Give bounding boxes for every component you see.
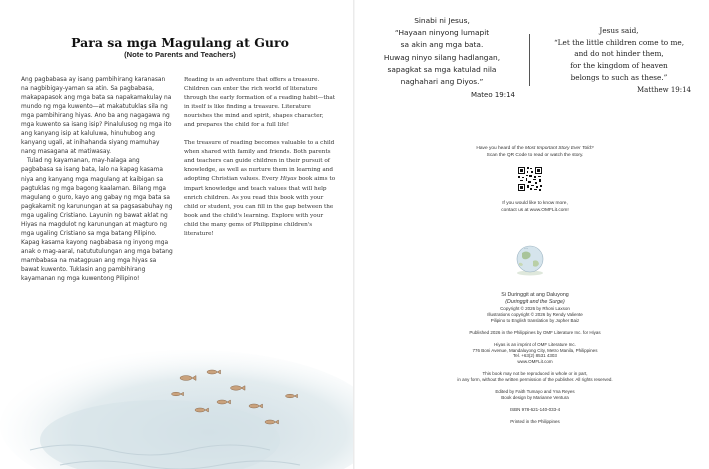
english-paragraph-1: Reading is an adventure that offers a treasure. Children can enter the rich world of literature through the early formation of a reading habit—that in itself is like finding a treasure. Literature nourishes the mind and spirit, shapes character, and prepares the child for a full life! xyxy=(184,77,336,129)
qr-intro-instruction: Scan the QR Code to read or watch the story. xyxy=(486,153,584,158)
water-fish-illustration xyxy=(0,330,353,469)
english-paragraph-2-end: book aims to impart knowledge and teach values that will help enrich children. As you read this book with your child or student, you can fill in the gap between the book and the child's learning. Explore with your child the many gems of Philippine children's literature! xyxy=(184,176,336,237)
globe-illustration-icon xyxy=(510,243,550,277)
book-title-english-text: (Duringgit and the Surge) xyxy=(505,299,565,305)
verse-tl-line: Huwag ninyo silang hadlangan, xyxy=(383,52,501,62)
left-page xyxy=(0,0,353,469)
verse-tl-line: “Hayaan ninyong lumapit xyxy=(394,28,490,38)
verse-divider xyxy=(529,34,530,86)
editors-line: Edited by Faith Tumayo and Yna Reyes xyxy=(495,389,575,395)
copyright-line: Illustrations copyright © 2026 by Rendy Valiente xyxy=(487,311,583,317)
book-title-tagalog: Si Duringgit at ang Daluyong xyxy=(501,292,569,298)
imprint-line: 776 Boni Avenue, Mandaluyong City, Metro Manila, Philippines xyxy=(472,347,598,353)
book-title-english xyxy=(415,299,655,306)
qr-intro-story-title: Most Important Story Ever Told? xyxy=(524,146,594,151)
isbn-line: ISBN 978-621-140-033-4 xyxy=(509,406,561,412)
contact-text xyxy=(425,200,645,214)
qr-intro-pre: Have you heard of the xyxy=(476,146,525,151)
printed-line: Printed in the Philippines xyxy=(510,418,560,424)
tagalog-paragraph-2: Tulad ng kayamanan, may-halaga ang pagbabasa sa isang bata, lalo na kapag kasama niya ang kanyang mga magulang at kaibigan sa pagtuklas ng mga bagong kaalaman. Bilang mga magulang o guro, kayo ang gabay ng mga bata sa pagkakamit ng karunungan at sa pagsasabuhay ng mga ugaling Cristiano. Layunin ng bawat aklat ng Hiyas na magdulot ng karunungan at magturo ng mga ugaling Cristiano sa mga batang Pilipino. Kapag kasama kayong nagbabasa ng inyong mga anak o mag-aaral, natututulungan ang mga batang mambabasa na matagpuan ang mga hiyas sa bawat kuwento. Tuklasin ang pambihirang kayamanan ng mga kuwentong Pilipino! xyxy=(21,158,173,283)
verse-en-reference: Matthew 19:14 xyxy=(636,85,691,94)
verse-en-line: and do not hinder them, xyxy=(574,49,664,59)
verse-tl-line: sa akin ang mga bata. xyxy=(400,40,484,50)
contact-line-2: contact us at www.OMFLit.com! xyxy=(501,208,569,213)
imprint-line: Hiyas is an imprint of OMF Literature Inc. xyxy=(494,341,576,347)
contact-line-1: If you would like to know more, xyxy=(502,201,568,206)
rights-line: This book may not be reproduced in whole or in part, xyxy=(482,371,588,377)
english-note-column xyxy=(184,76,336,248)
copyright-line: Copyright © 2026 by Rhoni Laxson xyxy=(500,306,570,311)
page-subtitle: (Note to Parents and Teachers) xyxy=(124,50,236,59)
verse-tl-line: sapagkat sa mga katulad nila xyxy=(387,64,497,74)
verse-tl-line: naghahari ang Diyos.” xyxy=(400,77,484,87)
imprint-line: www.OMFLit.com xyxy=(517,359,553,365)
published-line: Published 2026 in the Philippines by OMF Literature Inc. for Hiyas xyxy=(469,329,601,335)
imprint-line: Tel. +63(2) 8531 4303 xyxy=(513,353,557,359)
verse-en-line: belongs to such as these.” xyxy=(570,72,668,82)
copyright-line: Pilipino to English translation by Jopher Baiz xyxy=(490,317,580,323)
english-paragraph-2-start: The treasure of reading becomes valuable to a child when shared with family and friends. Both parents and teachers can guide children in their pursuit of knowledge, as well as nurture them in learning and adopting Christian values. Every xyxy=(184,140,335,183)
english-paragraph-2 xyxy=(184,139,336,239)
verse-en-line: Jesus said, xyxy=(599,26,639,35)
verse-tl-line: Sinabi ni Jesus, xyxy=(414,16,470,25)
verse-tl-reference: Mateo 19:14 xyxy=(470,91,515,100)
editors-line: Book design by Marianne Ventura xyxy=(501,394,569,400)
page-title: Para sa mga Magulang at Guro xyxy=(71,35,289,50)
qr-code[interactable] xyxy=(517,166,543,192)
verse-en-line: “Let the little children come to me, xyxy=(553,37,685,47)
colophon xyxy=(415,292,655,425)
rights-line: in any form, without the written permission of the publisher. All rights reserved. xyxy=(457,377,613,383)
tagalog-paragraph-1: Ang pagbabasa ay isang pambihirang karanasan na nagbibigay-yaman sa atin. Sa pagbabasa, makapapasok ang mga bata sa napakamakulay na mundo ng mga kuwento—at makatutuklas sila ng mga pambihirang hiyas. Ano ba ang nagagawa ng mga kuwento sa isang isip? Pinalulusog ng mga ito ang kanyang isip at kaluluwa, hinuhubog ang kanyang ugali, at inihahanda siyang mamuhay nang masagana at matiwasay. xyxy=(21,77,172,156)
tagalog-note-column xyxy=(21,76,173,284)
hiyas-emphasis: Hiyas xyxy=(280,176,297,183)
verse-en-line: for the kingdom of heaven xyxy=(570,61,668,71)
verse-english xyxy=(533,25,705,96)
verse-tagalog xyxy=(361,15,523,101)
qr-intro-text xyxy=(425,145,645,159)
right-page xyxy=(355,0,709,469)
